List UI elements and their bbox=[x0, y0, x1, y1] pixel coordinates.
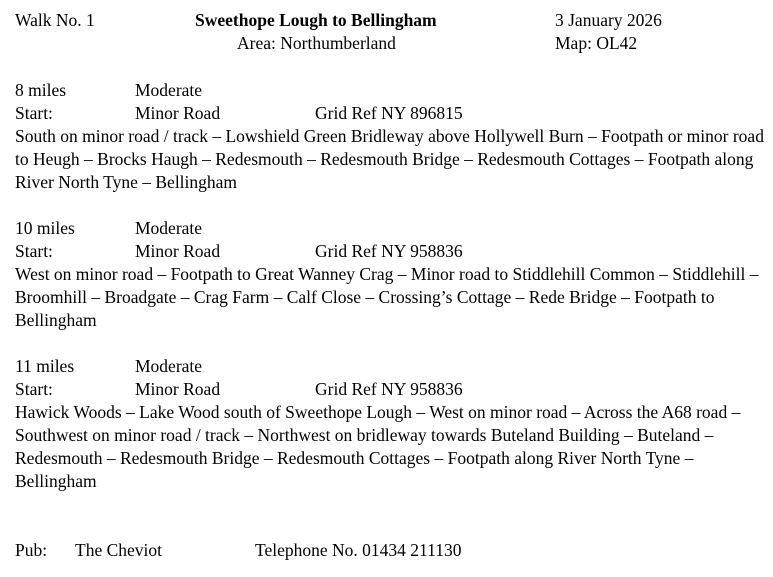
route-distance: 11 miles bbox=[15, 356, 75, 376]
grid-reference: Grid Ref NY 896815 bbox=[315, 103, 463, 123]
map-label: Map: OL42 bbox=[555, 33, 638, 53]
pub-label: Pub: bbox=[15, 540, 48, 560]
route-difficulty: Moderate bbox=[135, 356, 203, 376]
start-place: Minor Road bbox=[135, 241, 221, 261]
start-label: Start: bbox=[15, 241, 53, 261]
route-difficulty: Moderate bbox=[135, 80, 203, 100]
start-place: Minor Road bbox=[135, 103, 221, 123]
route-description: West on minor road – Footpath to Great Wanney Crag – Minor road to Stiddlehill Common – Stiddlehill – Broomhill – Broadgate – Crag Farm – Calf Close – Crossing’s Cottage – Rede Bridge – Footpath to Bellingham bbox=[15, 264, 759, 330]
route-description: South on minor road / track – Lowshield Green Bridleway above Hollywell Burn – Footpath or minor road to Heugh – Brocks Haugh – Redesmouth – Redesmouth Bridge – Redesmouth Cottages – Footpath along River North Tyne – Bellingham bbox=[15, 126, 764, 192]
grid-reference: Grid Ref NY 958836 bbox=[315, 379, 463, 399]
start-place: Minor Road bbox=[135, 379, 221, 399]
start-label: Start: bbox=[15, 379, 53, 399]
grid-reference: Grid Ref NY 958836 bbox=[315, 241, 463, 261]
route-description: Hawick Woods – Lake Wood south of Sweethope Lough – West on minor road – Across the A68 road – Southwest on minor road / track – Northwest on bridleway towards Buteland Building – Buteland – Redesmouth – Redesmouth Bridge – Redesmouth Cottages – Footpath along River North Tyne – Bellingham bbox=[15, 402, 741, 491]
route-distance: 8 miles bbox=[15, 80, 67, 100]
walk-title: Sweethope Lough to Bellingham bbox=[195, 10, 437, 30]
pub-name: The Cheviot bbox=[75, 540, 162, 560]
walk-date: 3 January 2026 bbox=[555, 10, 662, 30]
pub-telephone: Telephone No. 01434 211130 bbox=[255, 540, 462, 560]
walk-number: Walk No. 1 bbox=[15, 10, 95, 30]
route-distance: 10 miles bbox=[15, 218, 75, 238]
start-label: Start: bbox=[15, 103, 53, 123]
route-difficulty: Moderate bbox=[135, 218, 203, 238]
area-label: Area: Northumberland bbox=[237, 33, 396, 53]
